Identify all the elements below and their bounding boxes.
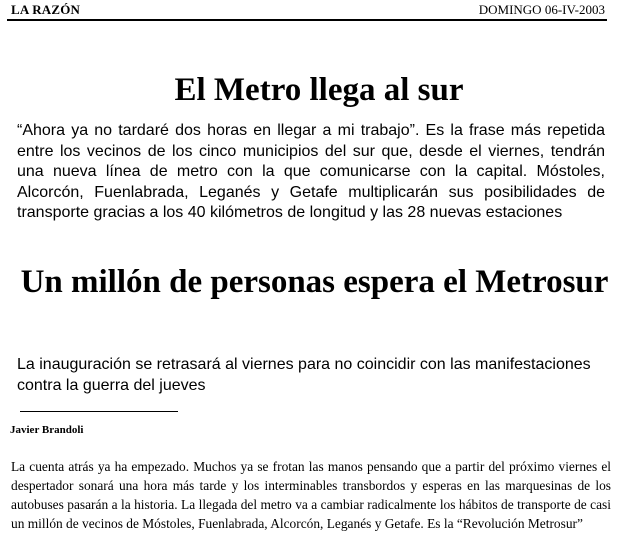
article-headline: Un millón de personas espera el Metrosur xyxy=(20,264,609,300)
byline-divider xyxy=(20,411,178,412)
article-subtitle: La inauguración se retrasará al viernes para no coincidir con las manifestaciones contra la guerra del jueves xyxy=(17,356,591,394)
newspaper-header xyxy=(7,0,607,21)
publication-name: LA RAZÓN xyxy=(11,2,81,17)
section-title: El Metro llega al sur xyxy=(174,72,464,108)
lead-paragraph: “Ahora ya no tardaré dos horas en llegar a mi trabajo”. Es la frase más repetida entre los vecinos de los cinco municipios del sur que, desde el viernes, tendrán una nueva línea de metro con la que comunicarse con la capital. Móstoles, Alcorcón, Fuenlabrada, Leganés y Getafe multiplicarán sus posibilidades de transporte gracias a los 40 kilómetros de longitud y las 28 nuevas estaciones xyxy=(17,122,605,222)
issue-date: DOMINGO 06-IV-2003 xyxy=(478,2,605,17)
author-byline: Javier Brandoli xyxy=(10,424,84,436)
article-body: La cuenta atrás ya ha empezado. Muchos ya se frotan las manos pensando que a partir del próximo viernes el despertador sonará una hora más tarde y los interminables transbordos y esperas en las marquesinas de los autobuses pasarán a la historia. La llegada del metro va a cambiar radicalmente los hábitos de transporte de casi un millón de vecinos de Móstoles, Fuenlabrada, Alcorcón, Leganés y Getafe. Es la “Revolución Metrosur” xyxy=(11,459,611,531)
